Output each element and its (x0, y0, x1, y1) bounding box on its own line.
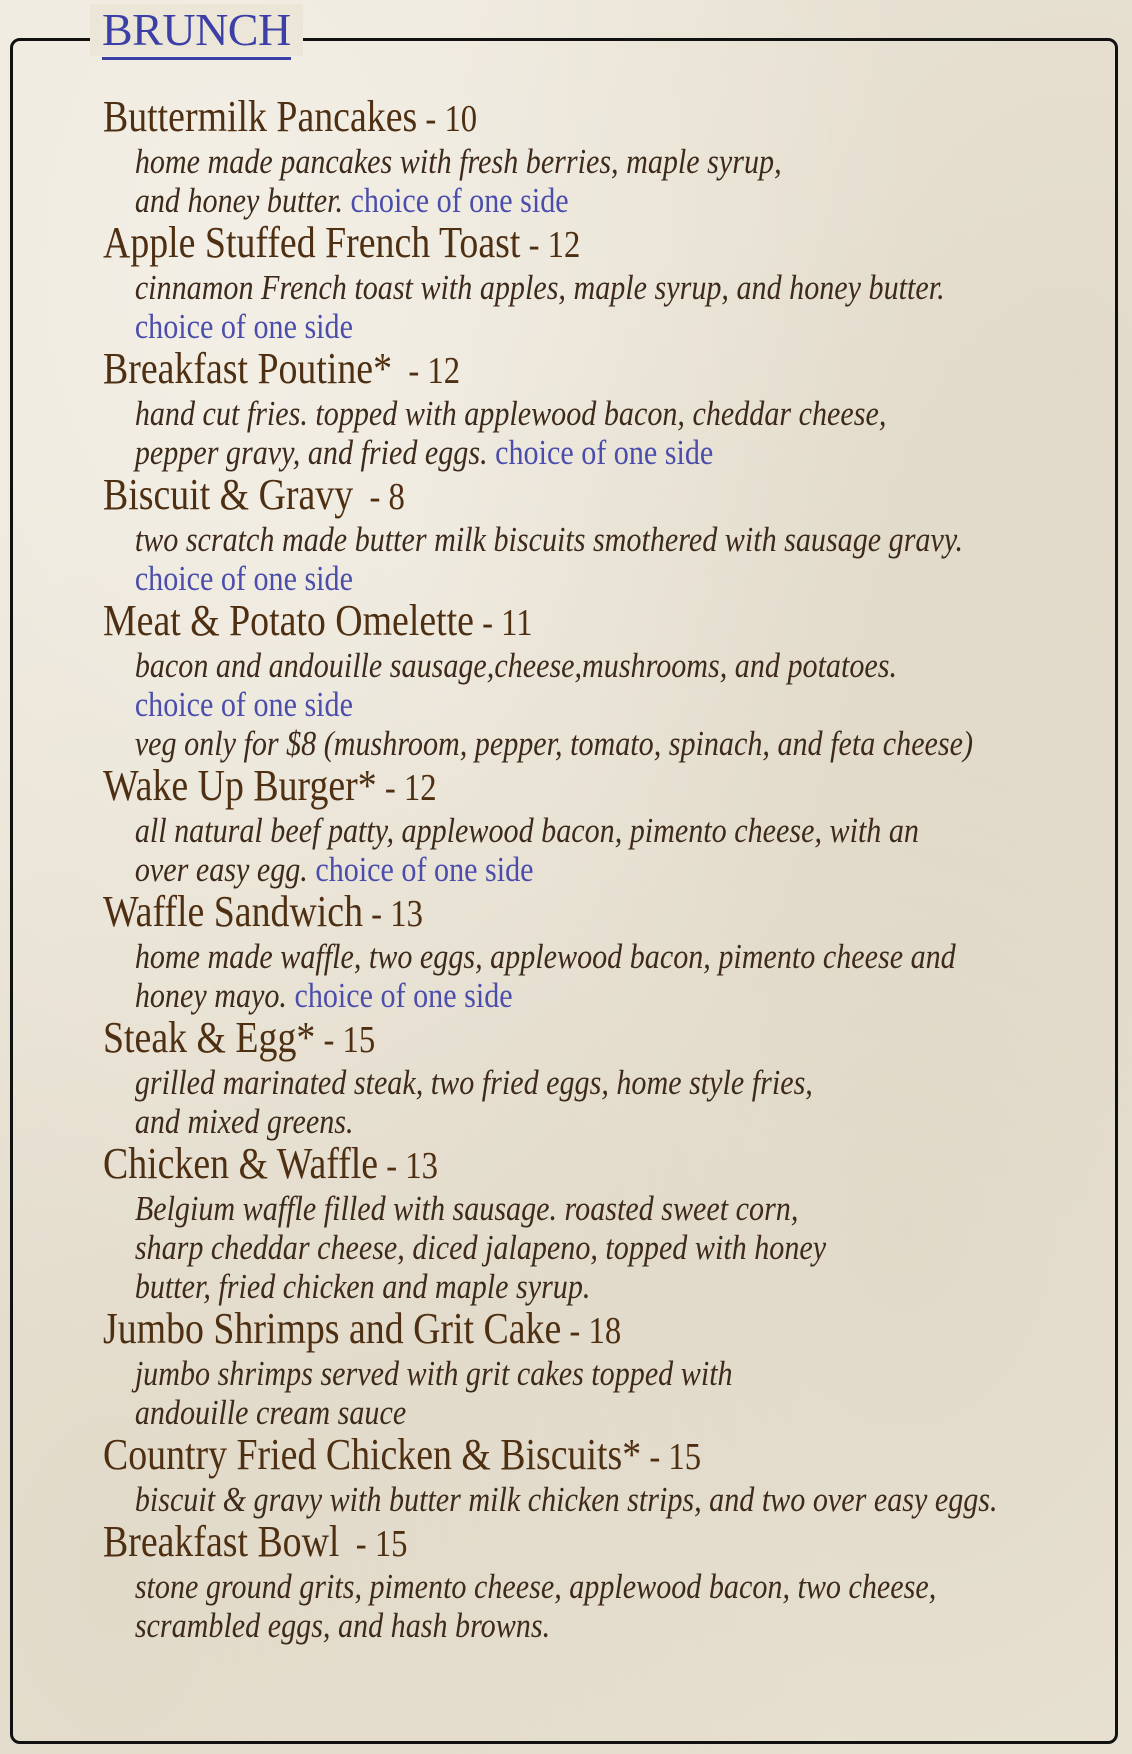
menu-item-heading (103, 763, 963, 811)
menu-item-description: Belgium waffle filled with sausage. roasted sweet corn, (134, 1189, 799, 1228)
menu-item-description: andouille cream sauce (134, 1393, 407, 1432)
menu-item-description: pepper gravy, and fried eggs. choice of one side (134, 433, 714, 472)
menu-item (103, 346, 1103, 472)
menu-item-price: - 18 (561, 1310, 622, 1352)
menu-item-name: Biscuit & Gravy (103, 470, 354, 519)
menu-item (103, 220, 1103, 346)
menu-item-price: - 12 (520, 224, 581, 266)
menu-item-name: Wake Up Burger* (103, 761, 377, 810)
menu-item-heading (103, 889, 963, 937)
menu-item (103, 1519, 1103, 1645)
menu-item-description: hand cut fries. topped with applewood bacon, cheddar cheese, (134, 394, 887, 433)
menu-item-price: - 12 (392, 350, 461, 392)
menu-item (103, 1432, 1103, 1519)
menu-list (103, 94, 1103, 1645)
menu-item-price: - 8 (353, 476, 405, 518)
menu-item-heading (103, 346, 963, 394)
menu-item-heading (103, 1141, 963, 1189)
menu-item-name: Waffle Sandwich (103, 887, 364, 936)
menu-item-description: jumbo shrimps served with grit cakes topped with (134, 1354, 733, 1393)
menu-item-heading (103, 94, 963, 142)
menu-item-description: bacon and andouille sausage,cheese,mushrooms, and potatoes. (134, 646, 897, 685)
menu-item (103, 598, 1103, 763)
menu-item-heading (103, 1306, 963, 1354)
choice-of-side-note: choice of one side (315, 850, 534, 889)
menu-item-description: sharp cheddar cheese, diced jalapeno, topped with honey (134, 1228, 827, 1267)
menu-item-description: honey mayo. choice of one side (134, 976, 513, 1015)
choice-of-side-note: choice of one side (294, 976, 513, 1015)
menu-item-description (103, 307, 1089, 346)
menu-item-price: - 15 (339, 1523, 408, 1565)
choice-of-side-note: choice of one side (134, 685, 353, 724)
menu-item-description: cinnamon French toast with apples, maple syrup, and honey butter. (134, 268, 945, 307)
choice-of-side-note: choice of one side (134, 307, 353, 346)
menu-item-price: - 12 (376, 767, 437, 809)
menu-item-description (103, 685, 1089, 724)
menu-item-name: Buttermilk Pancakes (103, 92, 418, 141)
menu-item-name: Breakfast Poutine* (103, 344, 393, 393)
menu-item-price: - 13 (378, 1145, 438, 1187)
menu-item-heading (103, 598, 963, 646)
choice-of-side-note: choice of one side (350, 181, 569, 220)
menu-item-name: Country Fried Chicken & Biscuits* (103, 1430, 642, 1479)
menu-item-heading (103, 220, 963, 268)
menu-item-name: Jumbo Shrimps and Grit Cake (103, 1304, 562, 1353)
choice-of-side-note: choice of one side (495, 433, 714, 472)
menu-item-heading (103, 472, 963, 520)
menu-item-description: and mixed greens. (134, 1102, 354, 1141)
menu-item-name: Breakfast Bowl (103, 1517, 340, 1566)
menu-item-price: - 11 (473, 602, 533, 644)
menu-item-description: stone ground grits, pimento cheese, applewood bacon, two cheese, (134, 1567, 937, 1606)
menu-item-description: butter, fried chicken and maple syrup. (134, 1267, 591, 1306)
menu-item-heading (103, 1519, 963, 1567)
menu-item-description: over easy egg. choice of one side (134, 850, 534, 889)
menu-item-description: grilled marinated steak, two fried eggs, home style fries, (134, 1063, 813, 1102)
menu-item-description: all natural beef patty, applewood bacon, pimento cheese, with an (134, 811, 919, 850)
menu-item-description: two scratch made butter milk biscuits smothered with sausage gravy. (134, 520, 964, 559)
menu-item (103, 1015, 1103, 1141)
menu-item-description (103, 559, 1089, 598)
menu-item-name: Steak & Egg* (103, 1013, 316, 1062)
menu-item-name: Meat & Potato Omelette (103, 596, 474, 645)
menu-item-heading (103, 1015, 963, 1063)
menu-item (103, 1141, 1103, 1306)
menu-item-price: - 10 (417, 98, 478, 140)
menu-item-description: and honey butter. choice of one side (134, 181, 569, 220)
menu-item-name: Apple Stuffed French Toast (103, 218, 521, 267)
section-title: BRUNCH (90, 4, 303, 56)
menu-item-price: - 15 (641, 1436, 702, 1478)
menu-item-description: veg only for $8 (mushroom, pepper, tomato, spinach, and feta cheese) (134, 724, 974, 763)
menu-item (103, 94, 1103, 220)
menu-item (103, 1306, 1103, 1432)
menu-item-description: scrambled eggs, and hash browns. (134, 1606, 551, 1645)
menu-item (103, 889, 1103, 1015)
menu-item-description: home made pancakes with fresh berries, maple syrup, (134, 142, 782, 181)
menu-item-price: - 15 (315, 1019, 376, 1061)
menu-item-price: - 13 (363, 893, 423, 935)
menu-item-heading (103, 1432, 963, 1480)
menu-item (103, 763, 1103, 889)
menu-item-name: Chicken & Waffle (103, 1139, 379, 1188)
menu-item (103, 472, 1103, 598)
menu-item-description: biscuit & gravy with butter milk chicken strips, and two over easy eggs. (134, 1480, 998, 1519)
menu-item-description: home made waffle, two eggs, applewood bacon, pimento cheese and (134, 937, 956, 976)
choice-of-side-note: choice of one side (134, 559, 353, 598)
